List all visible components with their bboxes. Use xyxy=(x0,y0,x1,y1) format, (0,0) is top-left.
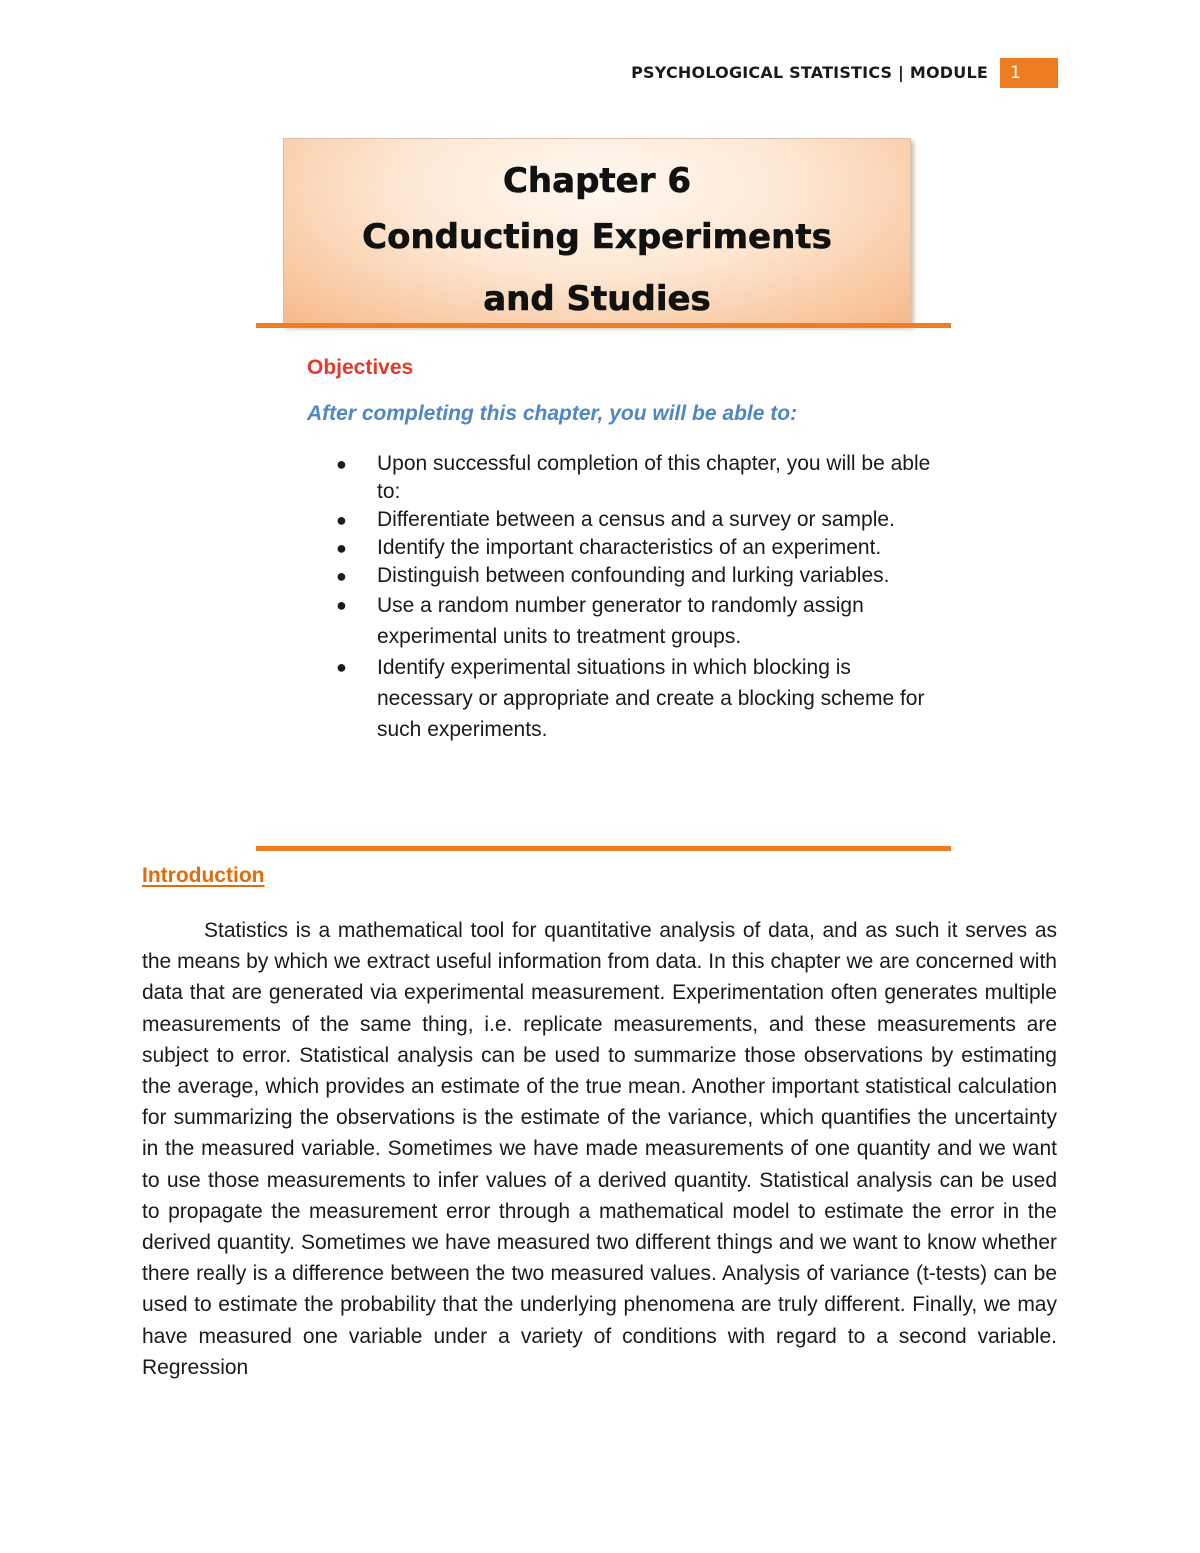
chapter-number: Chapter 6 xyxy=(502,161,691,201)
header-title: PSYCHOLOGICAL STATISTICS | MODULE xyxy=(631,63,988,82)
page-header xyxy=(631,58,1058,88)
list-item xyxy=(336,506,936,534)
objectives-intro: After completing this chapter, you will be able to: xyxy=(307,402,798,425)
objectives-list xyxy=(336,450,936,745)
list-item xyxy=(336,450,936,506)
introduction-heading: Introduction xyxy=(142,864,265,887)
objective-text: Differentiate between a census and a survey or sample. xyxy=(377,508,895,531)
list-item xyxy=(336,534,936,562)
objective-text: Identify experimental situations in which blocking is necessary or appropriate and create a blocking scheme for such experiments. xyxy=(377,656,925,741)
chapter-title-line-1: Conducting Experiments xyxy=(362,217,832,257)
bullet-icon: ● xyxy=(336,510,347,530)
objective-text: Upon successful completion of this chapter, you will be able to: xyxy=(377,452,931,503)
objective-text: Identify the important characteristics of an experiment. xyxy=(377,536,882,559)
introduction-paragraph: Statistics is a mathematical tool for quantitative analysis of data, and as such it serves as the means by which we extract useful information from data. In this chapter we are concerned with data that are generated via experimental measurement. Experimentation often generates multiple measurements of the same thing, i.e. replicate measurements, and these measurements are subject to error. Statistical analysis can be used to summarize those observations by estimating the average, which provides an estimate of the true mean. Another important statistical calculation for summarizing the observations is the estimate of the variance, which quantifies the uncertainty in the measured variable. Sometimes we have made measurements of one quantity and we want to use those measurements to infer values of a derived quantity. Statistical analysis can be used to propagate the measurement error through a mathematical model to estimate the error in the derived quantity. Sometimes we have measured two different things and we want to know whether there really is a difference between the two measured values. Analysis of variance (t-tests) can be used to estimate the probability that the underlying phenomena are truly different. Finally, we may have measured one variable under a variety of conditions with regard to a second variable. Regression xyxy=(142,919,1057,1379)
chapter-title-box xyxy=(283,138,911,326)
bullet-icon: ● xyxy=(336,657,347,677)
chapter-title-line-2: and Studies xyxy=(483,279,711,319)
bullet-icon: ● xyxy=(336,566,347,586)
objective-text: Use a random number generator to randomly assign experimental units to treatment groups. xyxy=(377,594,864,648)
bullet-icon: ● xyxy=(336,595,347,615)
list-item xyxy=(336,652,936,745)
list-item xyxy=(336,562,936,590)
objective-text: Distinguish between confounding and lurking variables. xyxy=(377,564,890,587)
objectives-heading: Objectives xyxy=(307,356,414,379)
top-divider xyxy=(256,323,951,328)
page-number: 1 xyxy=(1000,58,1058,88)
list-item xyxy=(336,590,936,652)
bottom-divider xyxy=(256,846,951,851)
bullet-icon: ● xyxy=(336,454,347,474)
bullet-icon: ● xyxy=(336,538,347,558)
